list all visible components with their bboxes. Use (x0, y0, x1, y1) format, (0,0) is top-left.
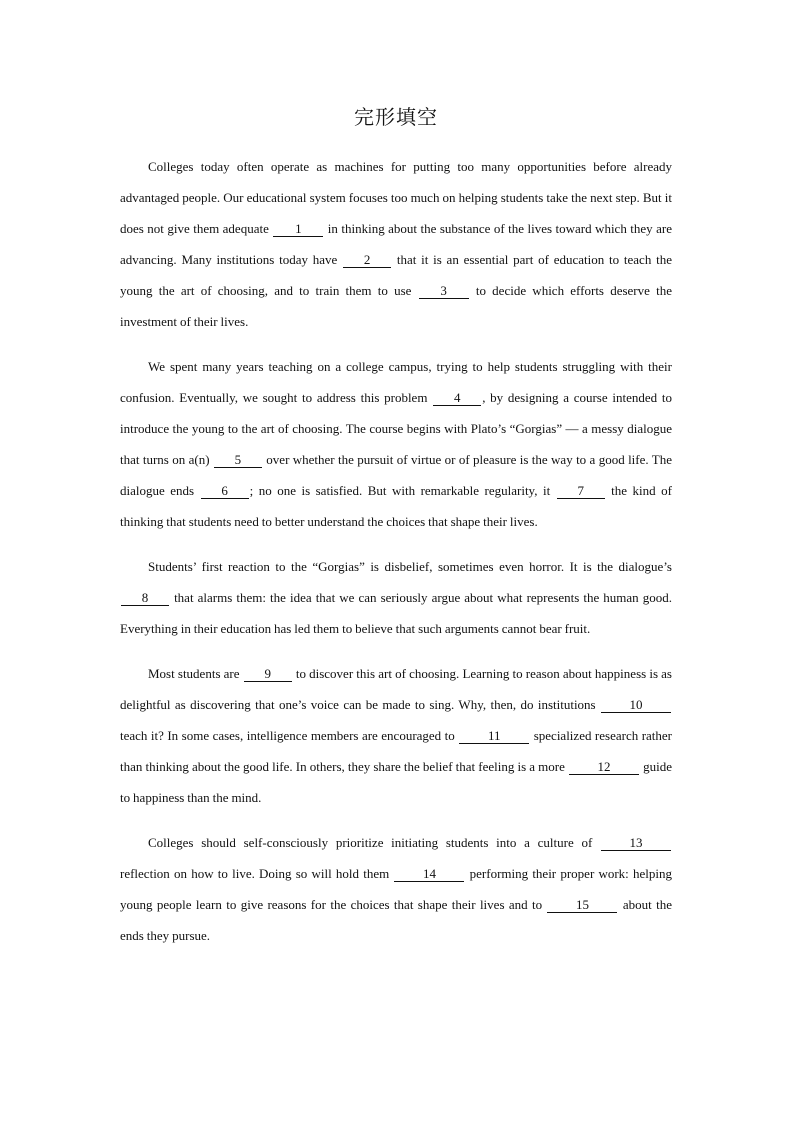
blank-11: 11 (459, 728, 529, 744)
text-run: Colleges today often operate as machines for putting too many opportunities before already advantaged people. Our educational system focuses too much on helping students take the next step. But it does not give them adequate (120, 159, 672, 236)
text-run: Most students are (148, 666, 243, 681)
paragraph (120, 827, 672, 951)
blank-7: 7 (557, 483, 605, 499)
blank-3: 3 (419, 283, 469, 299)
text-run: guide to happiness than the mind. (120, 759, 672, 805)
text-run: , by designing a course intended to introduce the young to the art of choosing. The course begins with Plato’s “Gorgias” — a messy dialogue that turns on a(n) (120, 390, 672, 467)
text-run: about the ends they pursue. (120, 897, 672, 943)
blank-13: 13 (601, 835, 671, 851)
text-run: the kind of thinking that students need to better understand the choices that shape their lives. (120, 483, 672, 529)
blank-8: 8 (121, 590, 169, 606)
blank-6: 6 (201, 483, 249, 499)
paragraph (120, 658, 672, 813)
blank-5: 5 (214, 452, 262, 468)
paragraph (120, 551, 672, 644)
blank-14: 14 (394, 866, 464, 882)
passage (120, 151, 672, 951)
text-run: that it is an essential part of education to teach the young the art of choosing, and to train them to use (120, 252, 672, 298)
blank-1: 1 (273, 221, 323, 237)
blank-4: 4 (433, 390, 481, 406)
blank-15: 15 (547, 897, 617, 913)
paragraph (120, 151, 672, 337)
page-title: 完形填空 (354, 107, 438, 129)
blank-9: 9 (244, 666, 292, 682)
blank-2: 2 (343, 252, 391, 268)
text-run: reflection on how to live. Doing so will hold them (120, 866, 394, 881)
text-run: performing their proper work: helping young people learn to give reasons for the choices that shape their lives and to (120, 866, 672, 912)
text-run: to decide which efforts deserve the investment of their lives. (120, 283, 672, 329)
text-run: to discover this art of choosing. Learning to reason about happiness is as delightful as discovering that one’s voice can be made to sing. Why, then, do institutions (120, 666, 672, 712)
text-run: ; no one is satisfied. But with remarkable regularity, it (249, 483, 556, 498)
text-run: specialized research rather than thinking about the good life. In others, they share the belief that feeling is a more (120, 728, 673, 774)
paragraph (120, 351, 672, 537)
text-run: teach it? In some cases, intelligence members are encouraged to (120, 728, 459, 743)
text-run: Colleges should self-consciously prioritize initiating students into a culture of (148, 835, 600, 850)
blank-12: 12 (569, 759, 639, 775)
text-run: We spent many years teaching on a college campus, trying to help students struggling with their confusion. Eventually, we sought to address this problem (120, 359, 672, 405)
document-page (120, 100, 672, 965)
text-run: in thinking about the substance of the lives toward which they are advancing. Many institutions today have (120, 221, 672, 267)
text-run: that alarms them: the idea that we can seriously argue about what represents the human good. Everything in their education has led them to believe that such arguments cannot bear fruit. (120, 590, 672, 636)
blank-10: 10 (601, 697, 671, 713)
text-run: over whether the pursuit of virtue or of pleasure is the way to a good life. The dialogue ends (120, 452, 672, 498)
text-run: Students’ first reaction to the “Gorgias” is disbelief, sometimes even horror. It is the dialogue’s (148, 559, 672, 574)
